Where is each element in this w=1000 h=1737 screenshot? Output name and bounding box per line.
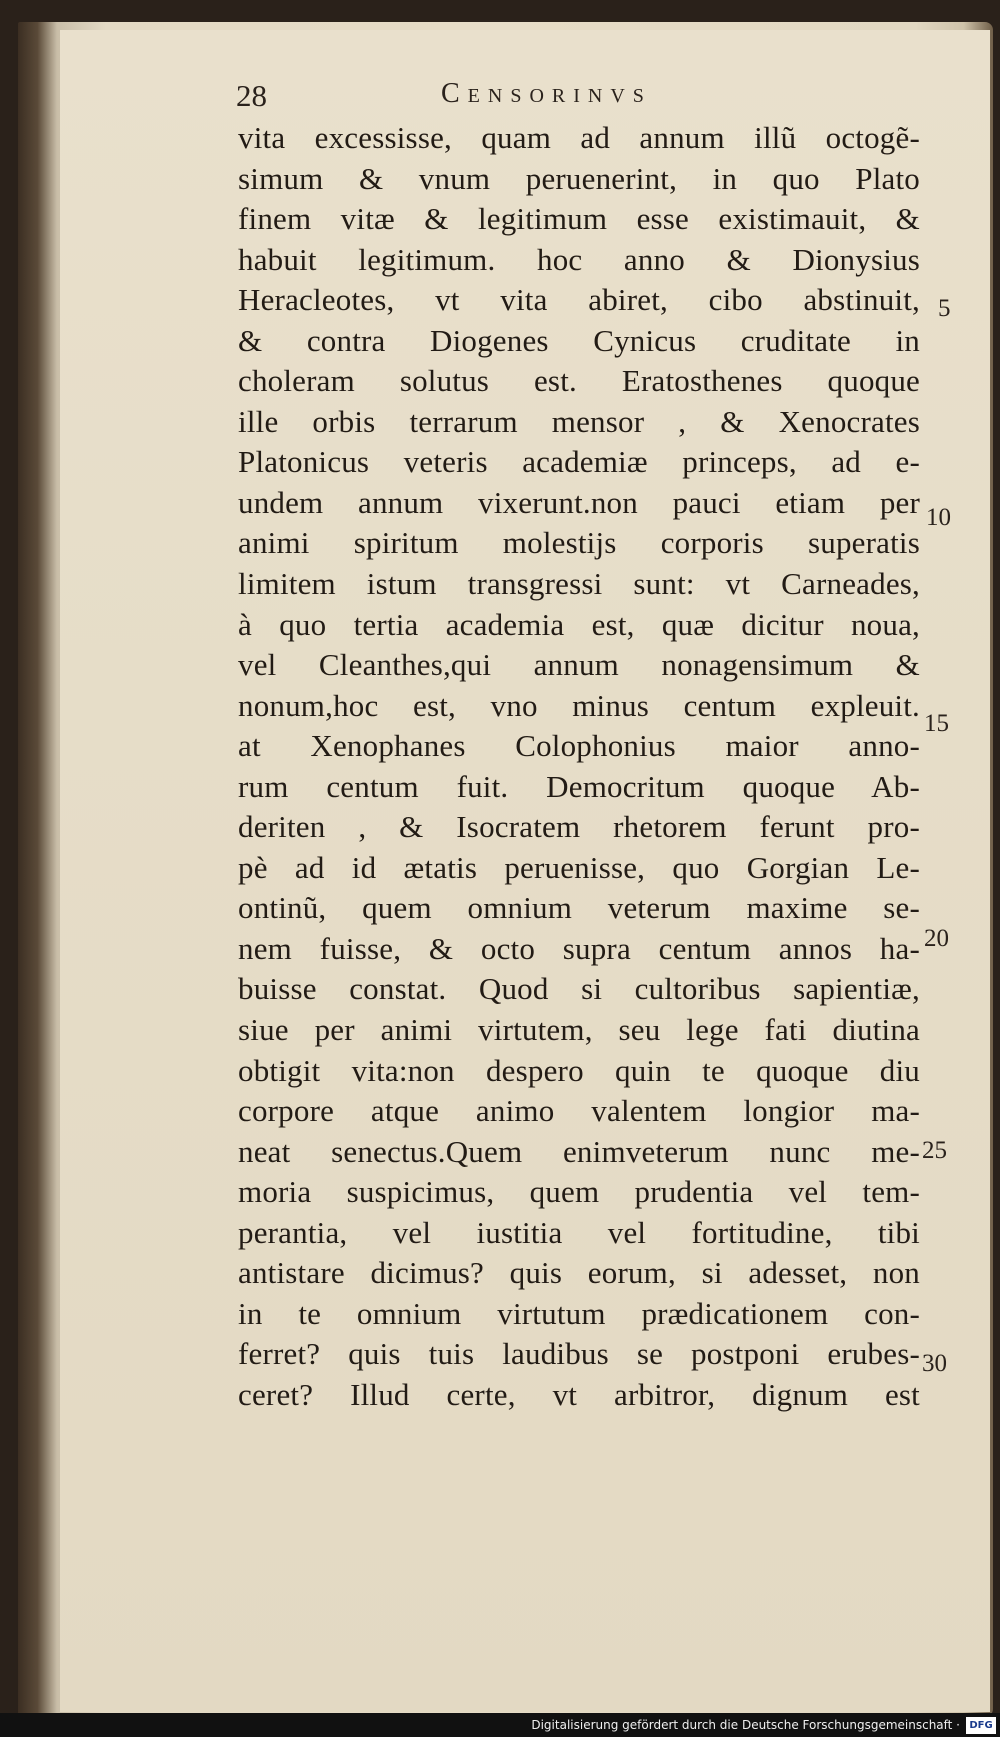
line-number-25: 25 — [922, 1137, 947, 1164]
text-line: limitem istum transgressi sunt: vt Carneades, — [238, 566, 920, 602]
text-line: à quo tertia academia est, quæ dicitur noua, — [238, 606, 920, 642]
text-line: in te omnium virtutum prædicationem con- — [238, 1295, 920, 1331]
text-line: Heracleotes, vt vita abiret, cibo abstinuit, — [238, 282, 920, 318]
text-line: at Xenophanes Colophonius maior anno- — [238, 728, 920, 764]
line-number-10: 10 — [926, 504, 951, 531]
text-line: vel Cleanthes,qui annum nonagensimum & — [238, 647, 920, 683]
page-number: 28 — [236, 78, 267, 113]
line-number-30: 30 — [922, 1350, 947, 1377]
text-line: neat senectus.Quem enimveterum nunc me- — [238, 1133, 920, 1169]
text-line: animi spiritum molestijs corporis superatis — [238, 525, 920, 561]
running-head — [236, 78, 920, 118]
text-line: Platonicus veteris academiæ princeps, ad e- — [238, 444, 920, 480]
text-line: habuit legitimum. hoc anno & Dionysius — [238, 241, 920, 277]
text-line: buisse constat. Quod si cultoribus sapientiæ, — [238, 971, 920, 1007]
text-line: deriten , & Isocratem rhetorem ferunt pro- — [238, 809, 920, 845]
text-line: ferret? quis tuis laudibus se postponi erubes- — [238, 1336, 920, 1372]
text-line: vita excessisse, quam ad annum illũ octogẽ- — [238, 120, 920, 155]
text-line: finem vitæ & legitimum esse existimauit, & — [238, 201, 920, 237]
digitization-credit: Digitalisierung gefördert durch die Deutsche Forschungsgemeinschaft · — [531, 1718, 960, 1732]
line-number-20: 20 — [924, 925, 949, 952]
text-line: ille orbis terrarum mensor , & Xenocrates — [238, 403, 920, 439]
text-line: undem annum vixerunt.non pauci etiam per — [238, 484, 920, 520]
footer-bar — [0, 1713, 1000, 1737]
text-line: perantia, vel iustitia vel fortitudine, tibi — [238, 1214, 920, 1250]
text-line: antistare dicimus? quis eorum, si adesset, non — [238, 1255, 920, 1291]
running-title: Censorinvs — [441, 78, 652, 109]
line-number-5: 5 — [938, 295, 951, 322]
line-number-15: 15 — [924, 710, 949, 737]
text-line: simum & vnum peruenerint, in quo Plato — [238, 160, 920, 196]
text-line: siue per animi virtutem, seu lege fati diutina — [238, 1012, 920, 1048]
text-line: ceret? Illud certe, vt arbitror, dignum est — [238, 1376, 920, 1412]
text-line: ontinũ, quem omnium veterum maxime se- — [238, 890, 920, 926]
text-line: nem fuisse, & octo supra centum annos ha- — [238, 930, 920, 966]
text-line: moria suspicimus, quem prudentia vel tem- — [238, 1174, 920, 1210]
text-line: pè ad id ætatis peruenisse, quo Gorgian Le- — [238, 849, 920, 885]
text-line: choleram solutus est. Eratosthenes quoque — [238, 363, 920, 399]
text-line: rum centum fuit. Democritum quoque Ab- — [238, 768, 920, 804]
text-line: corpore atque animo valentem longior ma- — [238, 1093, 920, 1129]
text-block — [238, 118, 920, 1416]
text-line: nonum,hoc est, vno minus centum expleuit. — [238, 687, 920, 723]
dfg-logo: DFG — [966, 1717, 996, 1734]
text-line: & contra Diogenes Cynicus cruditate in — [238, 322, 920, 358]
text-line: obtigit vita:non despero quin te quoque diu — [238, 1052, 920, 1088]
